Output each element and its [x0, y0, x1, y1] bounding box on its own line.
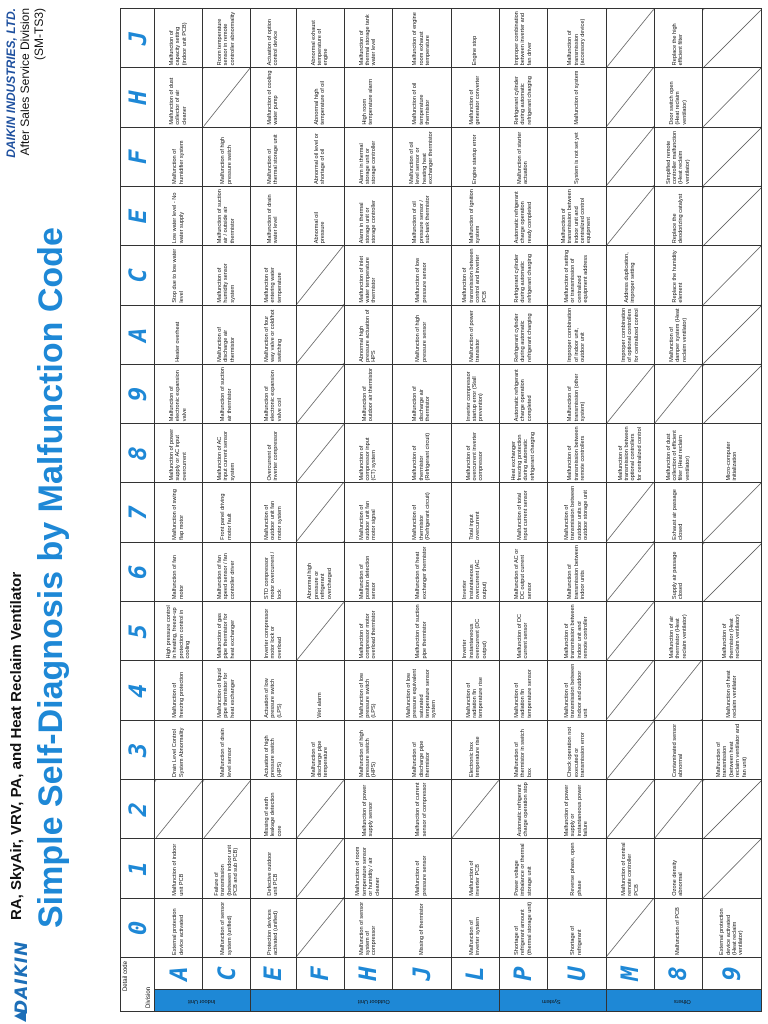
- empty-cell: [606, 68, 654, 127]
- empty-cell: [606, 898, 654, 957]
- row-code: [344, 958, 392, 990]
- column-code-8: [121, 424, 155, 483]
- row-code: [654, 958, 702, 990]
- malfunction-description: Improper combination of optional controllers for centralized control: [606, 305, 654, 364]
- table-row: [606, 9, 654, 1012]
- column-code-C: [121, 246, 155, 305]
- malfunction-description: Malfunction of central remote controller PCB: [606, 839, 654, 898]
- malfunction-code-table: [120, 8, 762, 1012]
- table-row: [155, 9, 203, 1012]
- malfunction-description: Malfunction of thermistor in switch box: [499, 720, 547, 779]
- malfunction-description: Malfunction of power supply or AC input overcurrent: [155, 424, 203, 483]
- column-code-3: [121, 720, 155, 779]
- row-code-label: F: [306, 966, 335, 981]
- empty-cell: [296, 483, 344, 542]
- empty-cell: [606, 186, 654, 245]
- malfunction-description: Malfunction of pressure sensor: [392, 839, 451, 898]
- row-code-label: 9: [718, 966, 746, 981]
- malfunction-description: Malfunction of air thermistor (Heat reclaim ventilator): [654, 602, 702, 661]
- malfunction-description: Malfunction of transmission between indoor and outdoor unit: [547, 661, 606, 720]
- malfunction-description: Abnormal oil pressure: [296, 186, 344, 245]
- table-row: [251, 9, 296, 1012]
- malfunction-description: Malfunction of four way valve or cold/hot switching: [251, 305, 296, 364]
- malfunction-description: Actuation of low pressure switch (LPS): [251, 661, 296, 720]
- malfunction-description: Malfunction of inlet water temperature thermistor: [344, 246, 392, 305]
- empty-cell: [654, 364, 702, 423]
- row-code-label: A: [164, 966, 193, 981]
- row-code-label: J: [407, 966, 436, 981]
- column-code-7: [121, 483, 155, 542]
- malfunction-description: System is not set yet: [547, 127, 606, 186]
- malfunction-description: Malfunction of thermal storage tank water level: [344, 9, 392, 68]
- empty-cell: [606, 364, 654, 423]
- empty-cell: [296, 780, 344, 839]
- malfunction-description: Malfunction of AC input current sensor system: [203, 424, 251, 483]
- column-code-label: A: [123, 327, 152, 342]
- empty-cell: [703, 364, 762, 423]
- division-system: [499, 990, 606, 1012]
- row-code: [392, 958, 451, 990]
- row-code-label: M: [616, 966, 645, 981]
- malfunction-description: Malfunction of outdoor air thermistor: [344, 364, 392, 423]
- malfunction-description: Micro-computer initialization: [703, 424, 762, 483]
- company-name: DAIKIN INDUSTRIES, LTD.: [4, 8, 18, 158]
- malfunction-description: Malfunction of indoor unit PCB: [155, 839, 203, 898]
- table-row: [703, 9, 762, 1012]
- malfunction-description: Malfunction of dust collection of efficient filter (Heat reclaim ventilator): [654, 424, 702, 483]
- malfunction-description: High pressure control in heating, freeze-up protection control in cooling: [155, 602, 203, 661]
- malfunction-description: Exhaust air passage closed: [654, 483, 702, 542]
- column-code-5: [121, 602, 155, 661]
- malfunction-description: Inverter compressor startup error (Stall prevention): [451, 364, 499, 423]
- malfunction-description: Inverter compressor motor lock or overload: [251, 602, 296, 661]
- malfunction-description: Malfunction of current sensor of compressor: [392, 780, 451, 839]
- division-indoor: [155, 990, 251, 1012]
- empty-cell: [703, 542, 762, 601]
- malfunction-description: Malfunction of PCB: [654, 898, 702, 957]
- column-code-6: [121, 542, 155, 601]
- empty-cell: [296, 898, 344, 957]
- table-body: [155, 9, 762, 1012]
- malfunction-description: Shortage of refrigerant: [547, 898, 606, 957]
- empty-cell: [703, 839, 762, 898]
- column-code-label: 4: [123, 683, 152, 698]
- malfunction-description: Shortage of refrigerant amount (thermal storage unit): [499, 898, 547, 957]
- malfunction-description: Actuation of option control device: [251, 9, 296, 68]
- malfunction-description: Engine stop: [451, 9, 499, 68]
- empty-cell: [606, 720, 654, 779]
- division-code: (SM-TS3): [32, 8, 46, 60]
- empty-cell: [606, 780, 654, 839]
- empty-cell: [606, 602, 654, 661]
- malfunction-description: Stop due to low water level: [155, 246, 203, 305]
- empty-cell: [654, 661, 702, 720]
- malfunction-description: Malfunction of total input current sensor: [499, 483, 547, 542]
- malfunction-description: Malfunction of high pressure switch: [203, 127, 251, 186]
- daikin-logo: [8, 936, 32, 1022]
- malfunction-description: Malfunction of heat exchanger thermistor: [392, 542, 451, 601]
- malfunction-description: Malfunction of power transistor: [451, 305, 499, 364]
- malfunction-description: Malfunction of heat reclaim ventilator: [703, 661, 762, 720]
- column-code-label: E: [123, 208, 152, 224]
- empty-cell: [703, 246, 762, 305]
- malfunction-description: Malfunction of gas pipe thermistor for heat exchanger: [203, 602, 251, 661]
- malfunction-description: Malfunction of thermistor (Heat reclaim ventilator): [703, 602, 762, 661]
- malfunction-description: Malfunction of setting or transmission of centralized equipment address: [547, 246, 606, 305]
- column-code-label: 9: [123, 386, 152, 402]
- malfunction-description: Defective outdoor unit PCB: [251, 839, 296, 898]
- row-code-label: E: [259, 966, 288, 981]
- logo-text: DAIKIN: [12, 940, 32, 1014]
- malfunction-description: Malfunction of drain water level: [251, 186, 296, 245]
- malfunction-description: Malfunction of electronic expansion valve coil: [251, 364, 296, 423]
- malfunction-description: Malfunction of starter actuation: [499, 127, 547, 186]
- column-code-A: [121, 305, 155, 364]
- malfunction-description: Malfunction of fan motor: [155, 542, 203, 601]
- malfunction-description: Malfunction of oil pressure sensor / sub-tank thermistor: [392, 186, 451, 245]
- malfunction-description: Malfunction of inverter PCB: [451, 839, 499, 898]
- malfunction-description: Malfunction of transmission between outdoor units or outdoor storage unit: [547, 483, 606, 542]
- malfunction-description: Improper combination between inverter and fan driver: [499, 9, 547, 68]
- column-code-label: 7: [123, 505, 152, 520]
- empty-cell: [296, 305, 344, 364]
- malfunction-description: Malfunction of power supply or instantaneous power failure: [547, 780, 606, 839]
- division-label: System: [542, 997, 561, 1004]
- malfunction-description: Heat exchanger freezing protection during automatic refrigerant charging: [499, 424, 547, 483]
- detail-code-label: Detail code: [123, 961, 129, 992]
- table-row: [344, 9, 392, 1012]
- table-row: [451, 9, 499, 1012]
- malfunction-description: Alarm in thermal storage unit or storage controller: [344, 186, 392, 245]
- empty-cell: [703, 780, 762, 839]
- malfunction-description: Front panel driving motor fault: [203, 483, 251, 542]
- division-label: Indoor Unit: [187, 997, 216, 1004]
- malfunction-description: Malfunction of transmission between indoor units: [547, 542, 606, 601]
- empty-cell: [296, 424, 344, 483]
- malfunction-description: Malfunction of compressor motor overload thermistor: [344, 602, 392, 661]
- malfunction-description: Abnormal high temperature of oil: [296, 68, 344, 127]
- row-code-label: 8: [664, 966, 693, 981]
- row-code-label: H: [354, 966, 383, 981]
- malfunction-description: Malfunction of outdoor unit fan motor signal: [344, 483, 392, 542]
- malfunction-description: Malfunction of transmission between remote controllers: [547, 424, 606, 483]
- column-header-row: [121, 9, 155, 1012]
- malfunction-description: Malfunction of compressor input (CT) system: [344, 424, 392, 483]
- column-code-label: J: [123, 30, 152, 46]
- malfunction-description: Automatic refrigerant charge operation ready completed: [499, 186, 547, 245]
- empty-cell: [654, 780, 702, 839]
- empty-cell: [296, 246, 344, 305]
- malfunction-description: Malfunction of low pressure sensor: [392, 246, 451, 305]
- malfunction-description: Engine startup error: [451, 127, 499, 186]
- page-title: Simple Self-Diagnosis by Malfunction Code: [32, 227, 70, 928]
- column-code-9: [121, 364, 155, 423]
- malfunction-description: Replace the high efficient filter: [654, 9, 702, 68]
- empty-cell: [703, 127, 762, 186]
- column-code-label: H: [123, 90, 152, 105]
- empty-cell: [606, 542, 654, 601]
- malfunction-description: Malfunction of low pressure equivalent saturated temperature sensor system: [392, 661, 451, 720]
- malfunction-description: Contaminated sensor abnormal: [654, 720, 702, 779]
- empty-cell: [703, 68, 762, 127]
- malfunction-description: Drain Level Control System Abnormality: [155, 720, 203, 779]
- column-code-H: [121, 68, 155, 127]
- column-code-1: [121, 839, 155, 898]
- malfunction-description: Malfunction of fan speed sensor / fan controller driver: [203, 542, 251, 601]
- malfunction-description: Malfunction of oil level sensor or heating heat exchanger thermistor: [392, 127, 451, 186]
- row-code-label: L: [461, 966, 490, 981]
- malfunction-description: Heater overheat: [155, 305, 203, 364]
- malfunction-description: Refrigerant cylinder during automatic refrigerant charging: [499, 68, 547, 127]
- malfunction-description: Address duplication, improper setting: [606, 246, 654, 305]
- malfunction-description: Supply air passage closed: [654, 542, 702, 601]
- malfunction-description: Malfunction of position detection sensor: [344, 542, 392, 601]
- malfunction-description: Check operation not executed or transmission error: [547, 720, 606, 779]
- malfunction-description: Actuation of high pressure switch (HPS): [251, 720, 296, 779]
- column-code-E: [121, 186, 155, 245]
- malfunction-description: Alarm in thermal storage unit or storage controller: [344, 127, 392, 186]
- division-label: Outdoor Unit: [357, 997, 390, 1004]
- malfunction-description: Malfunction of high pressure sensor: [392, 305, 451, 364]
- malfunction-description: Malfunction of capacity setting (indoor unit PCB): [155, 9, 203, 68]
- product-line-subtitle: RA, SkyAir, VRV, PA, and Heat Reclaim Ventilator: [8, 571, 25, 920]
- empty-cell: [155, 780, 203, 839]
- malfunction-description: Malfunction of generator converter: [451, 68, 499, 127]
- malfunction-description: Malfunction of cooling water pump: [251, 68, 296, 127]
- column-code-J: [121, 9, 155, 68]
- column-code-label: F: [123, 149, 152, 165]
- empty-cell: [606, 483, 654, 542]
- malfunction-description: STD compressor motor overcurrent / lock: [251, 542, 296, 601]
- malfunction-description: Malfunction of thermistor (Refrigerant circuit): [392, 424, 451, 483]
- malfunction-description: Malfunction of suction air thermistor: [203, 364, 251, 423]
- division-others: [606, 990, 761, 1012]
- malfunction-description: Malfunction of low pressure switch (LPS): [344, 661, 392, 720]
- malfunction-description: Electronic box temperature rise: [451, 720, 499, 779]
- malfunction-description: Refrigerant cylinder during automatic refrigerant charging: [499, 246, 547, 305]
- malfunction-description: Improper combination of indoor unit, outdoor unit: [547, 305, 606, 364]
- malfunction-description: Abnormal exhaust temperature of engine: [296, 9, 344, 68]
- table-row: [203, 9, 251, 1012]
- empty-cell: [296, 364, 344, 423]
- malfunction-description: Ozone density abnormal: [654, 839, 702, 898]
- empty-cell: [703, 483, 762, 542]
- column-code-2: [121, 780, 155, 839]
- row-code: [155, 958, 203, 990]
- malfunction-description: Door switch open (Heat reclaim ventilator): [654, 68, 702, 127]
- column-code-label: 6: [123, 564, 152, 580]
- column-code-F: [121, 127, 155, 186]
- malfunction-description: High room temperature alarm: [344, 68, 392, 127]
- empty-cell: [606, 9, 654, 68]
- malfunction-description: Total input overcurrent: [451, 483, 499, 542]
- row-code: [296, 958, 344, 990]
- malfunction-description: Malfunction of swing flap motor: [155, 483, 203, 542]
- malfunction-description: Malfunction of suction pipe thermistor: [392, 602, 451, 661]
- column-code-label: 8: [123, 446, 152, 461]
- malfunction-description: Malfunction of radiation fin temperature sensor: [499, 661, 547, 720]
- division-outdoor: [251, 990, 500, 1012]
- malfunction-description: Malfunction of sensor system (unified): [203, 898, 251, 957]
- empty-cell: [451, 780, 499, 839]
- row-code-label: U: [562, 966, 591, 981]
- table-row: [296, 9, 344, 1012]
- empty-cell: [203, 68, 251, 127]
- table-row: [547, 9, 606, 1012]
- empty-cell: [296, 602, 344, 661]
- malfunction-description: Malfunction of transmission between indoor unit and remote controller: [547, 602, 606, 661]
- malfunction-description: Malfunction of overcurrent inverter compressor: [451, 424, 499, 483]
- malfunction-description: Malfunction of radiation fin temperature rise: [451, 661, 499, 720]
- malfunction-description: Malfunction of DC current sensor: [499, 602, 547, 661]
- malfunction-description: Malfunction of room temperature sensor or humidity / air cleaner: [344, 839, 392, 898]
- malfunction-description: Inverter instantaneous overcurrent (DC output): [451, 602, 499, 661]
- column-code-0: [121, 898, 155, 957]
- division-name: After Sales Service Division: [18, 8, 32, 156]
- malfunction-description: Wet alarm: [296, 661, 344, 720]
- malfunction-description: Overcurrent of inverter compressor: [251, 424, 296, 483]
- row-code: [703, 958, 762, 990]
- column-code-label: 3: [123, 742, 152, 758]
- row-code: [251, 958, 296, 990]
- malfunction-description: Automatic refrigerant charge operation completed: [499, 364, 547, 423]
- malfunction-description: Malfunction of inverter system: [451, 898, 499, 957]
- row-code: [203, 958, 251, 990]
- malfunction-description: Malfunction of power supply sensor: [344, 780, 392, 839]
- row-code: [606, 958, 654, 990]
- malfunction-description: Malfunction of transmission between indoor unit and centralized control equipment: [547, 186, 606, 245]
- division-label: Others: [674, 997, 692, 1004]
- table-row: [654, 9, 702, 1012]
- malfunction-description: External protection device activated (Heat reclaim ventilator): [703, 898, 762, 957]
- malfunction-description: Replace the deodorizing catalyst: [654, 186, 702, 245]
- malfunction-description: Abnormal high pressure actuation of HPS: [344, 305, 392, 364]
- division-label: Division: [145, 986, 152, 1008]
- column-code-label: 2: [123, 802, 152, 817]
- malfunction-description: Protection devices activated (unified): [251, 898, 296, 957]
- malfunction-description: Missing of earth leakage detection core: [251, 780, 296, 839]
- column-code-4: [121, 661, 155, 720]
- malfunction-description: Malfunction of ignition system: [451, 186, 499, 245]
- malfunction-description: Malfunction of transmission (between heat reclaim ventilator and fan unit): [703, 720, 762, 779]
- malfunction-description: Malfunction of electronic expansion valve: [155, 364, 203, 423]
- row-code-label: P: [509, 966, 538, 981]
- malfunction-description: Power voltage imbalance or thermal storage unit: [499, 839, 547, 898]
- empty-cell: [296, 839, 344, 898]
- malfunction-description: Malfunction of humidifier system: [155, 127, 203, 186]
- empty-cell: [703, 186, 762, 245]
- column-code-label: 0: [123, 920, 152, 936]
- malfunction-description: Malfunction of outdoor unit fan motor system: [251, 483, 296, 542]
- malfunction-description: Malfunction of oil temperature thermistor: [392, 68, 451, 127]
- malfunction-description: Malfunction of discharge air thermistor: [203, 305, 251, 364]
- malfunction-description: Malfunction of high pressure switch (HPS): [344, 720, 392, 779]
- malfunction-description: Malfunction of thermistor (Refrigerant circuit): [392, 483, 451, 542]
- brand-block: [4, 8, 46, 158]
- malfunction-description: Malfunction of freezing protection: [155, 661, 203, 720]
- malfunction-description: Abnormal high pressure or refrigerant overcharged: [296, 542, 344, 601]
- malfunction-description: Malfunction of humidity sensor system: [203, 246, 251, 305]
- empty-cell: [703, 305, 762, 364]
- malfunction-description: Malfunction of AC or DC output current sensor: [499, 542, 547, 601]
- malfunction-description: Malfunction of transmission between optional controllers for centralized control: [606, 424, 654, 483]
- malfunction-description: Malfunction of liquid pipe thermistor for heat exchanger: [203, 661, 251, 720]
- malfunction-description: Malfunction of entering water temperature: [251, 246, 296, 305]
- empty-cell: [203, 780, 251, 839]
- malfunction-description: Malfunction of sensor system of compressor: [344, 898, 392, 957]
- malfunction-description: Malfunction of thermal storage unit: [251, 127, 296, 186]
- malfunction-description: Failure of transmission (between indoor unit PCB and sub PCB): [203, 839, 251, 898]
- malfunction-description: Malfunction of engine room exhaust temperature: [392, 9, 451, 68]
- malfunction-description: Abnormal oil level or shortage of oil: [296, 127, 344, 186]
- row-code: [499, 958, 547, 990]
- malfunction-description: Missing of thermistor: [392, 898, 451, 957]
- malfunction-description: Malfunction of drain level sensor: [203, 720, 251, 779]
- malfunction-description: Malfunction of damper system (Heat reclaim ventilator): [654, 305, 702, 364]
- empty-cell: [606, 661, 654, 720]
- malfunction-description: Malfunction of discharge pipe temperature: [296, 720, 344, 779]
- malfunction-description: Malfunction of discharge pipe thermistor: [392, 720, 451, 779]
- malfunction-description: Malfunction of transmission (accessory device): [547, 9, 606, 68]
- table-row: [392, 9, 451, 1012]
- malfunction-description: Replace the humidity element: [654, 246, 702, 305]
- malfunction-description: Reverse phase, open phase: [547, 839, 606, 898]
- column-code-label: 1: [123, 861, 152, 876]
- row-code-label: C: [212, 966, 241, 981]
- malfunction-description: Inverter instantaneous overcurrent (AC output): [451, 542, 499, 601]
- malfunction-description: Malfunction of dust collector of air cleaner: [155, 68, 203, 127]
- malfunction-description: Low water level - No water supply: [155, 186, 203, 245]
- column-code-label: C: [123, 268, 152, 283]
- empty-cell: [703, 9, 762, 68]
- column-code-label: 5: [123, 624, 152, 639]
- table-row: [499, 9, 547, 1012]
- malfunction-description: Malfunction of transmission (other system): [547, 364, 606, 423]
- malfunction-description: Malfunction of suction air / outside air thermistor: [203, 186, 251, 245]
- malfunction-description: Malfunction of transmission between control and inverter PCB: [451, 246, 499, 305]
- empty-cell: [606, 127, 654, 186]
- malfunction-description: Automatic refrigerant charge operation stop: [499, 780, 547, 839]
- malfunction-description: Room temperature sensor in remote controller abnormality: [203, 9, 251, 68]
- malfunction-description: Refrigerant cylinder during automatic refrigerant charging: [499, 305, 547, 364]
- malfunction-description: External protection device activated: [155, 898, 203, 957]
- row-code: [451, 958, 499, 990]
- row-code: [547, 958, 606, 990]
- malfunction-description: Malfunction of discharge air thermistor: [392, 364, 451, 423]
- malfunction-description: Malfunction of system: [547, 68, 606, 127]
- corner-cell: [121, 958, 155, 1012]
- malfunction-description: Simplified remote controller malfunction (Heat reclaim ventilator): [654, 127, 702, 186]
